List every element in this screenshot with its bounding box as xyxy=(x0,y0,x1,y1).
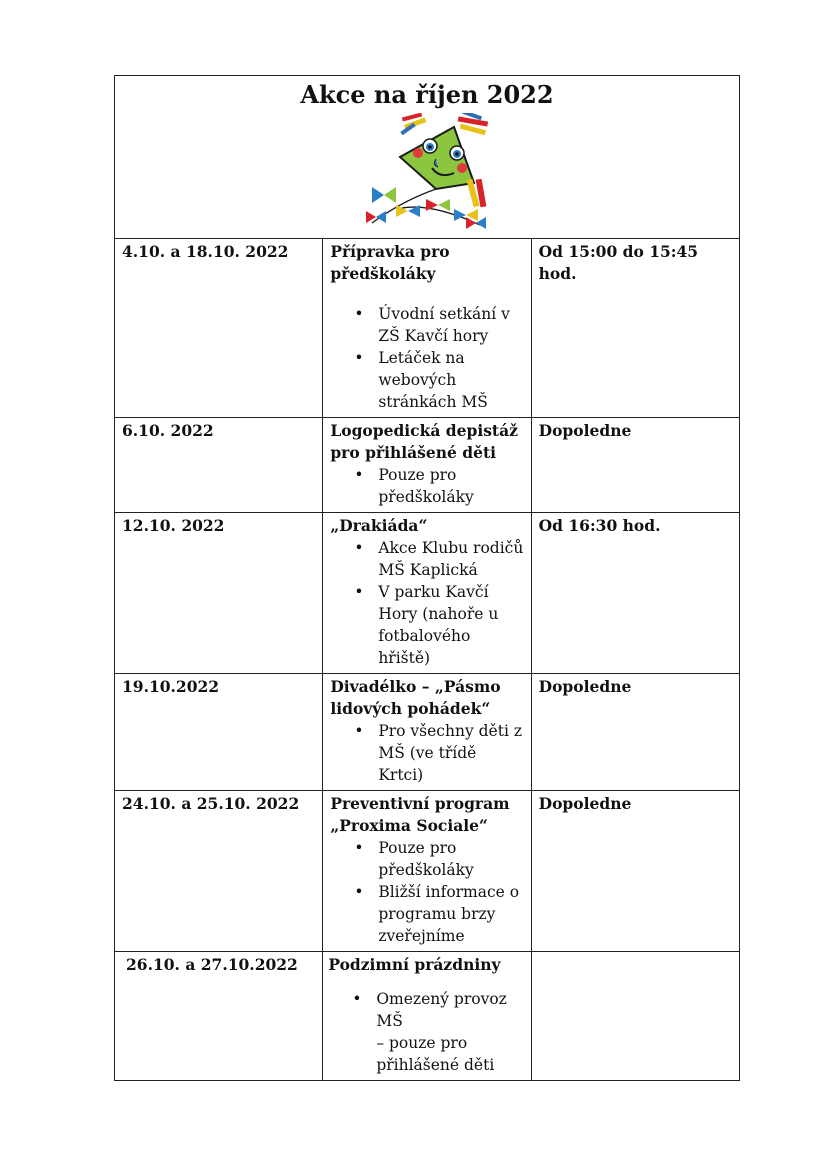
event-subline-text: – pouze pro přihlášené děti xyxy=(376,1034,495,1074)
event-items xyxy=(330,537,524,669)
event-time: Dopoledne xyxy=(531,791,739,952)
event-time: Od 15:00 do 15:45 hod. xyxy=(531,239,739,418)
event-detail xyxy=(323,418,531,513)
event-date: 12.10. 2022 xyxy=(115,513,323,674)
header-cell xyxy=(115,76,740,239)
event-items xyxy=(330,837,524,947)
event-item: • Omezený provoz MŠ xyxy=(376,988,524,1032)
event-time: Dopoledne xyxy=(531,674,739,791)
event-time xyxy=(531,952,739,1081)
event-row xyxy=(115,791,740,952)
event-item: • Úvodní setkání v ZŠ Kavčí hory xyxy=(378,303,524,347)
event-date: 19.10.2022 xyxy=(115,674,323,791)
event-detail xyxy=(323,513,531,674)
event-items xyxy=(330,303,524,413)
event-name: Preventivní program „Proxima Sociale“ xyxy=(330,794,510,835)
event-name: Logopedická depistáž pro přihlášené děti xyxy=(330,421,518,462)
event-item: • V parku Kavčí Hory (nahoře u fotbalového hřiště) xyxy=(378,581,524,669)
event-date: 6.10. 2022 xyxy=(115,418,323,513)
event-item: • Pouze pro předškoláky xyxy=(378,464,524,508)
page-title: Akce na říjen 2022 xyxy=(300,80,554,109)
event-time: Dopoledne xyxy=(531,418,739,513)
event-items xyxy=(330,464,524,508)
event-detail xyxy=(323,674,531,791)
event-items xyxy=(330,720,524,786)
event-row xyxy=(115,418,740,513)
event-item: • Akce Klubu rodičů MŠ Kaplická xyxy=(378,537,524,581)
event-item: • Pouze pro předškoláky xyxy=(378,837,524,881)
event-row xyxy=(115,674,740,791)
event-items xyxy=(328,988,524,1076)
events-table xyxy=(114,75,740,1081)
event-subline xyxy=(376,1032,524,1076)
event-detail xyxy=(323,952,531,1081)
events-sheet xyxy=(114,75,740,1081)
event-time: Od 16:30 hod. xyxy=(531,513,739,674)
event-item: • Bližší informace o programu brzy zveřejníme xyxy=(378,881,524,947)
event-date: 24.10. a 25.10. 2022 xyxy=(115,791,323,952)
event-name: Přípravka pro předškoláky xyxy=(330,242,450,283)
header-row xyxy=(115,76,740,239)
kite-character-icon xyxy=(362,113,492,231)
event-item: • Letáček na webových stránkách MŠ xyxy=(378,347,524,413)
event-name: Divadélko – „Pásmo lidových pohádek“ xyxy=(330,677,501,718)
event-row xyxy=(115,239,740,418)
event-date: 26.10. a 27.10.2022 xyxy=(115,952,323,1081)
event-date: 4.10. a 18.10. 2022 xyxy=(115,239,323,418)
event-item: • Pro všechny děti z MŠ (ve třídě Krtci) xyxy=(378,720,524,786)
event-detail xyxy=(323,791,531,952)
event-detail xyxy=(323,239,531,418)
event-row xyxy=(115,952,740,1081)
event-name: Podzimní prázdniny xyxy=(328,955,501,974)
event-row xyxy=(115,513,740,674)
event-name: „Drakiáda“ xyxy=(330,516,428,535)
